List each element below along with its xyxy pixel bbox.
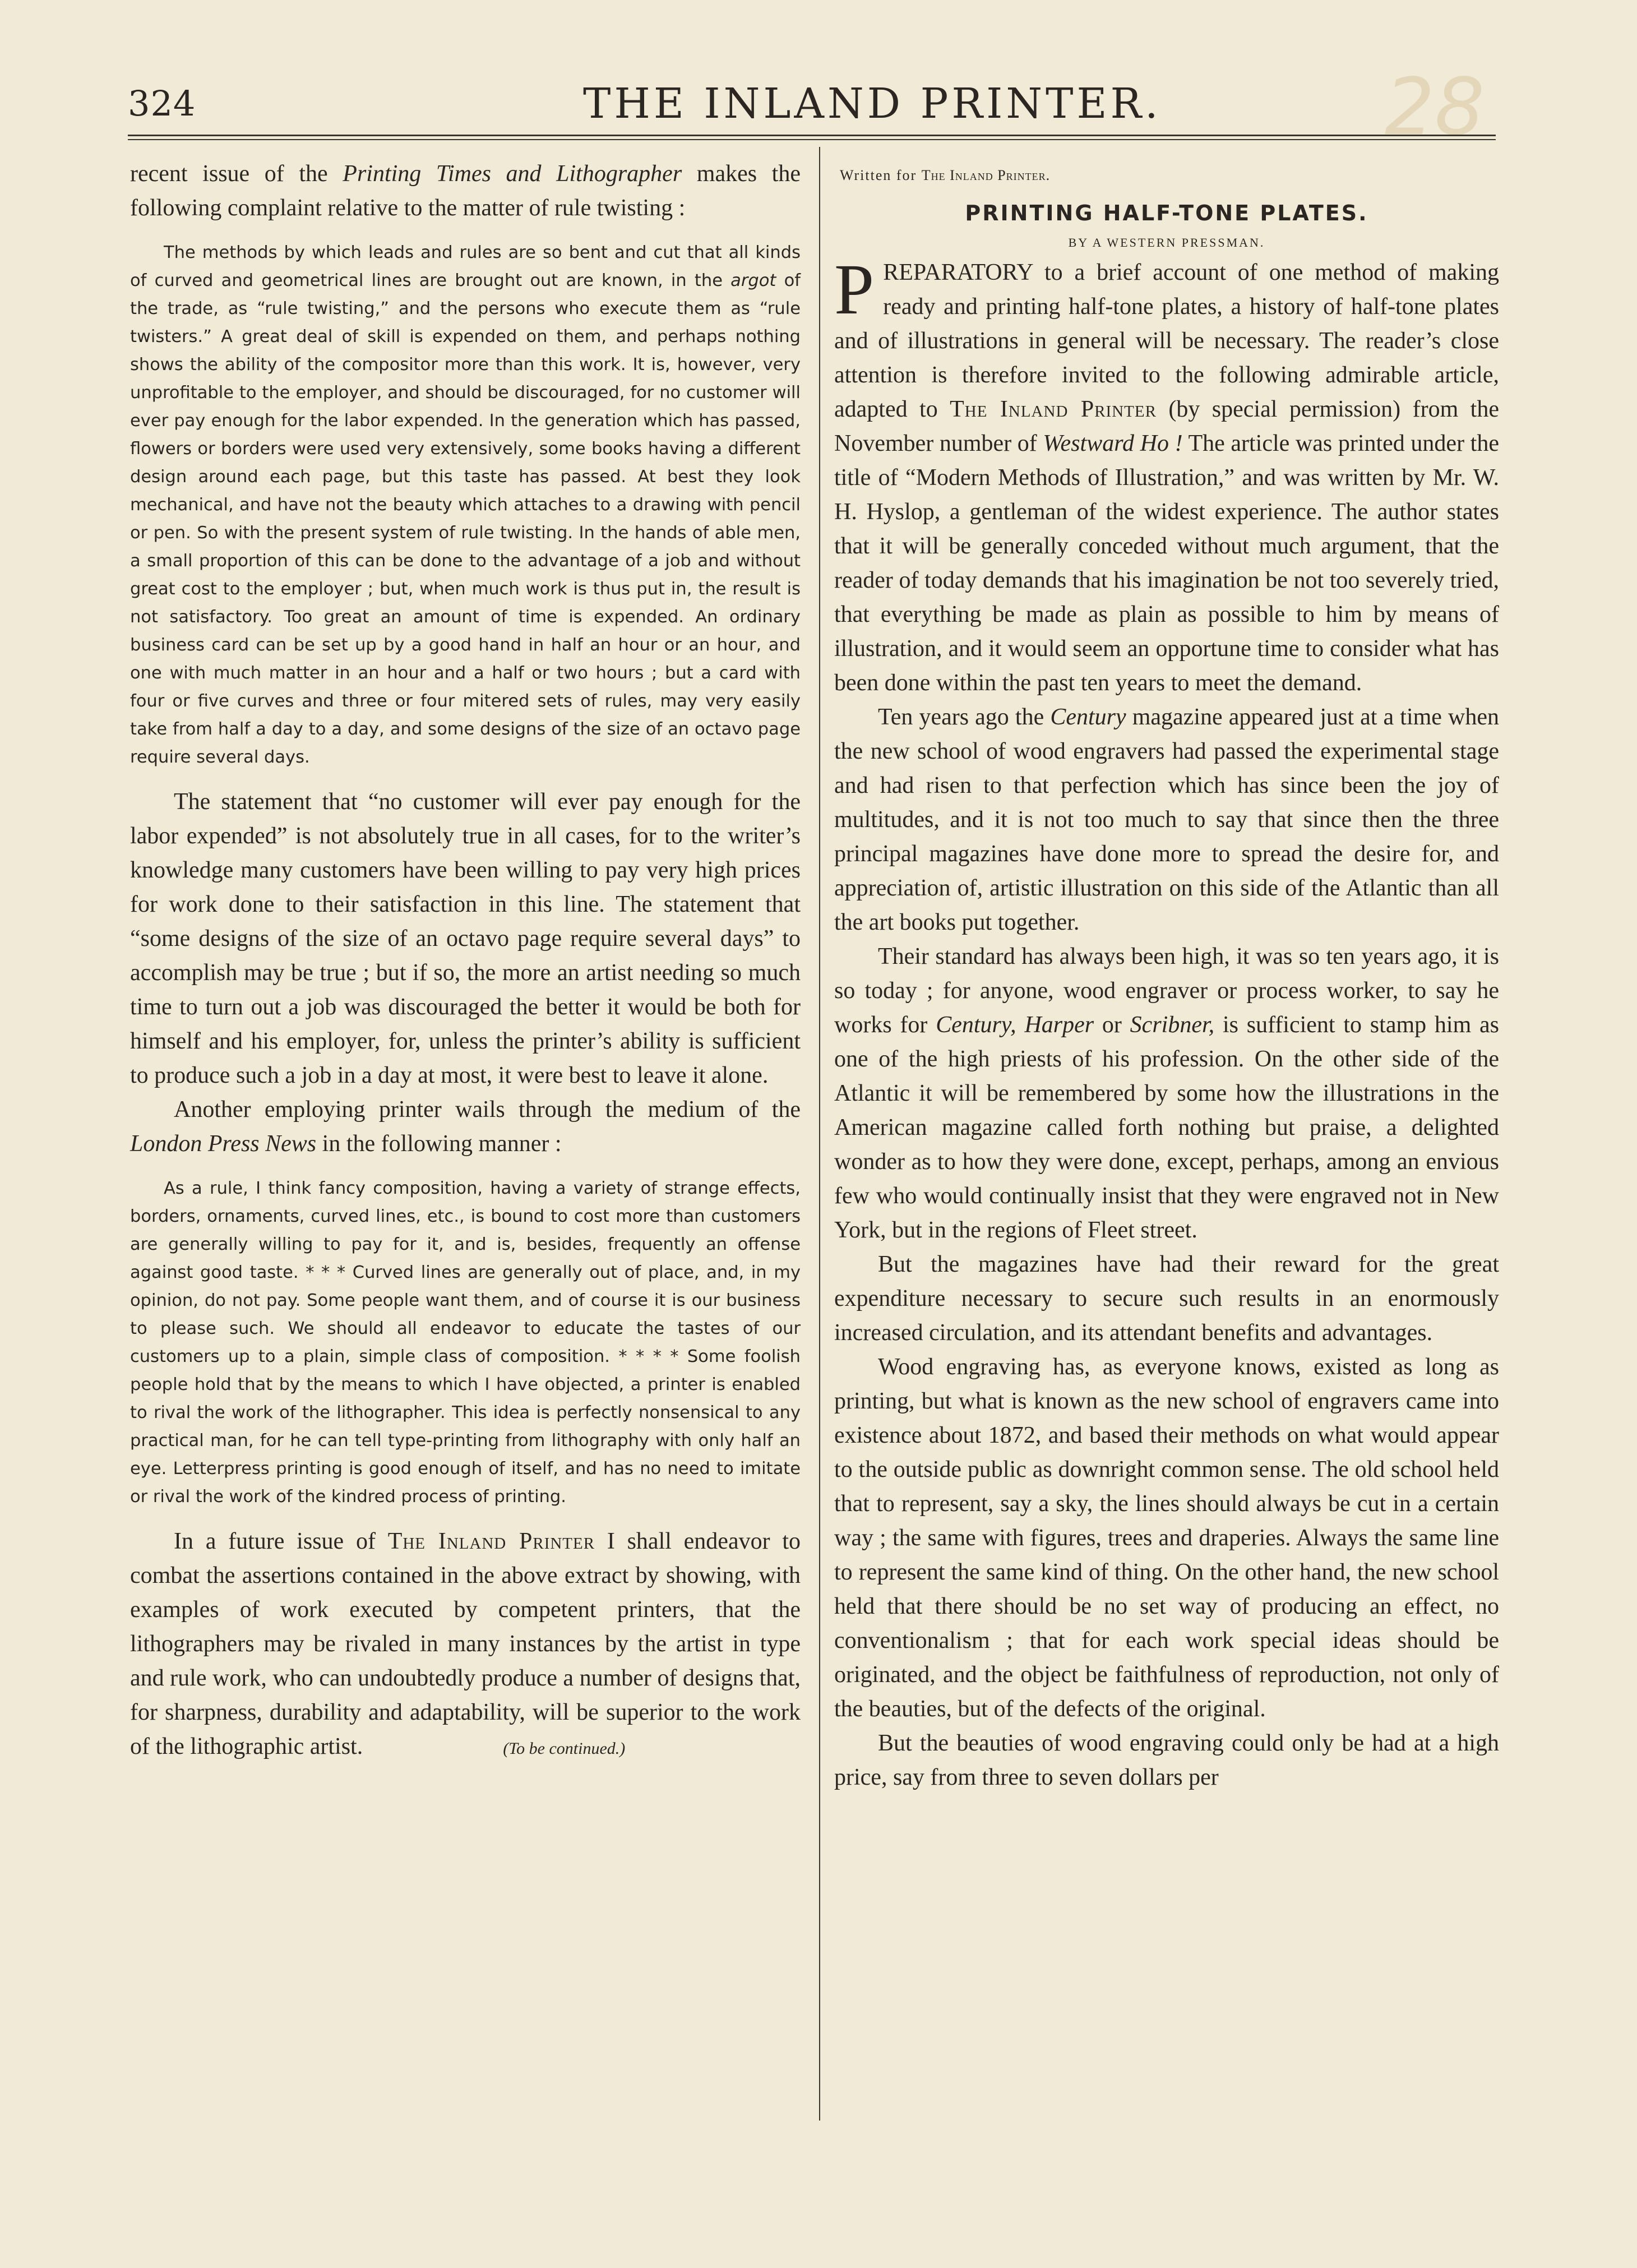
paragraph-standard bbox=[834, 940, 1499, 1248]
publication-name: The Inland Printer bbox=[950, 396, 1157, 422]
block-quote-fancy-composition: As a rule, I think fancy composition, having a variety of strange effects, borders, ornaments, curved lines, etc., is bound to cost more than customers are generally willing to pay for it, and is, besides, frequently an offense against good taste. * * * Curved lines are generally out of place, and, in my opinion, do not pay. Some people want them, and of course it is our business to please such. We should all endeavor to educate the tastes of our customers up to a plain, simple class of composition. * * * * Some foolish people hold that by the means to which I have objected, a printer is enabled to rival the work of the lithographer. This idea is perfectly nonsensical to any practical man, for he can tell type-printing from lithography with only half an eye. Letterpress printing is good enough of itself, and has no need to imitate or rival the work of the kindred process of printing. bbox=[130, 1179, 801, 1507]
paragraph-text-end: is sufficient to stamp him as one of the high priests of his profession. On the other side of the Atlantic it will be remembered by some how the illustrations in the American magazine called forth nothing but praise, a delighted wonder as to how they were done, except, perhaps, among an envious few who would continually insist that they were engraved not in New York, but in the regions of Fleet street. bbox=[834, 1012, 1499, 1243]
paragraph-text: Their standard has always been high, it was so ten years ago, it is so today ; for anyone, wood engraver or process worker, to say he works for bbox=[834, 944, 1499, 1038]
paragraph-text-end: in the following manner : bbox=[316, 1131, 562, 1157]
article-title: PRINTING HALF-TONE PLATES. bbox=[965, 201, 1368, 225]
drop-cap: P bbox=[834, 250, 875, 329]
to-be-continued: (To be continued.) bbox=[503, 1739, 626, 1758]
publication-names: Century, Harper bbox=[936, 1012, 1094, 1038]
page-number: 324 bbox=[128, 83, 196, 124]
paragraph-text: to a brief account of one method of making ready and printing half-tone plates, a history of half-tone plates and of illustrations in general will be necessary. The reader’s close attention is therefore invited to the following admirable article, adapted to bbox=[834, 260, 1499, 422]
intro-paragraph bbox=[130, 157, 801, 225]
paragraph-text-end: magazine appeared just at a time when the new school of wood engravers had passed the experimental stage and had risen to that perfection which has since been the joy of multitudes, and it is not too much to say that since then the three principal magazines have done more to spread the desire for, and appreciation of, artistic illustration on this side of the Atlantic than all the art books put together. bbox=[834, 704, 1499, 935]
paragraph-text: In a future issue of bbox=[174, 1528, 388, 1554]
paragraph-statement: The statement that “no customer will ever pay enough for the labor expended” is not absolutely true in all cases, for to the writer’s knowledge many customers have been willing to pay very high prices for work done to their satisfaction in this line. The statement that “some designs of the size of an octavo page require several days” to accomplish may be true ; but if so, the more an artist needing so much time to turn out a job was discouraged the better it would be both for himself and his employer, for, unless the printer’s ability is sufficient to produce such a job in a day at most, it were best to leave it alone. bbox=[130, 789, 801, 1088]
publication-name: London Press News bbox=[130, 1131, 317, 1157]
paragraph-future-issue bbox=[130, 1525, 801, 1766]
publication-name: The Inland Printer bbox=[387, 1528, 595, 1554]
paragraph-text: Ten years ago the bbox=[878, 704, 1051, 730]
right-column bbox=[834, 157, 1499, 1795]
quote-text: The methods by which leads and rules are so bent and cut that all kinds of curved and geometrical lines are brought out are known, in the bbox=[130, 243, 801, 290]
paragraph-wood-engraving: Wood engraving has, as everyone knows, existed as long as printing, but what is known as the new school of engravers came into existence about 1872, and based their methods on what would appear to the outside public as downright common sense. The old school held that to represent, say a sky, the lines should always be cut in a certain way ; the same with figures, trees and draperies. Always the same line to represent the same kind of thing. On the other hand, the new school held that there should be no set way of producing an effect, no conventionalism ; that for each work special ideas should be originated, and the object be faithfulness of reproduction, not only of the beauties, but of the defects of the original. bbox=[834, 1354, 1499, 1722]
publication-name: Printing Times and Lithographer bbox=[343, 161, 682, 187]
paragraph-another-printer bbox=[130, 1093, 801, 1161]
byline: BY A WESTERN PRESSMAN. bbox=[1068, 235, 1265, 250]
paragraph-preparatory bbox=[834, 250, 1499, 700]
paragraph-century bbox=[834, 700, 1499, 940]
column-divider bbox=[819, 147, 820, 2121]
paragraph-text-end: The article was printed under the title of “Modern Methods of Illustration,” and was written by Mr. W. H. Hyslop, a gentleman of the widest experience. The author states that it will be generally conceded without much argument, that the reader of today demands that his imagination be not too severely tried, that everything be made as plain as possible to him by means of illustration, and it would seem an opportune time to consider what has been done within the past ten years to meet the demand. bbox=[834, 431, 1499, 696]
paragraph-reward: But the magazines have had their reward for the great expenditure necessary to secure such results in an enormously increased circulation, and its attendant benefits and advantages. bbox=[834, 1251, 1499, 1346]
running-title: THE INLAND PRINTER. bbox=[583, 80, 1162, 128]
publication-name-scribner: Scribner, bbox=[1130, 1012, 1215, 1038]
lead-word: REPARATORY bbox=[883, 260, 1033, 285]
paragraph-text-mid: (by special permission) from the November number of bbox=[834, 396, 1499, 456]
block-quote-rule-twisting bbox=[130, 239, 801, 772]
quote-italic-word: argot bbox=[730, 271, 776, 290]
quote-text-end: of the trade, as “rule twisting,” and the persons who execute them as “rule twisters.” A great deal of skill is expended on them, and perhaps nothing shows the ability of the compositor more than this work. It is, however, very unprofitable to the employer, and should be discouraged, for no customer will ever pay enough for the labor expended. In the generation which has passed, flowers or borders were used very extensively, some books having a different design around each page, but this taste has passed. At best they look mechanical, and have not the beauty which attaches to a drawing with pencil or pen. So with the present system of rule twisting. In the hands of able men, a small proportion of this can be done to the advantage of a job and without great cost to the employer ; but, when much work is thus put in, the result is not satisfactory. Too great an amount of time is expended. An ordinary business card can be set up by a good hand in half an hour or an hour, and one with much matter in an hour and a half or two hours ; but a card with four or five curves and three or four mitered sets of rules, may very easily take from half a day to a day, and some designs of the size of an octavo page require several days. bbox=[130, 271, 801, 767]
paragraph-text-end: I shall endeavor to combat the assertions contained in the above extract by showing, with examples of work executed by competent printers, that the lithographers may be rivaled in many instances by the artist in type and rule work, who can undoubtedly produce a number of designs that, for sharpness, durability and adaptability, will be superior to the work of the lithographic artist. bbox=[130, 1528, 801, 1759]
intro-text-end: makes the following complaint relative to the matter of rule twisting : bbox=[130, 161, 801, 221]
publication-name-westward: Westward Ho ! bbox=[1043, 431, 1183, 456]
written-for-note bbox=[840, 167, 1499, 184]
intro-text: recent issue of the bbox=[130, 161, 343, 187]
paragraph-beauties: But the beauties of wood engraving could only be had at a high price, say from three to seven dollars per bbox=[834, 1730, 1499, 1790]
paragraph-text: Another employing printer wails through the medium of the bbox=[174, 1097, 801, 1123]
written-for-text: Written for bbox=[840, 167, 922, 183]
page-header bbox=[0, 0, 1637, 153]
publication-name: Century bbox=[1050, 704, 1126, 730]
publication-name: The Inland Printer. bbox=[921, 167, 1051, 183]
header-double-rule bbox=[128, 135, 1496, 140]
left-column bbox=[130, 157, 801, 1766]
pencil-mark: 28 bbox=[1385, 62, 1485, 153]
paragraph-conjunction: or bbox=[1094, 1012, 1130, 1038]
